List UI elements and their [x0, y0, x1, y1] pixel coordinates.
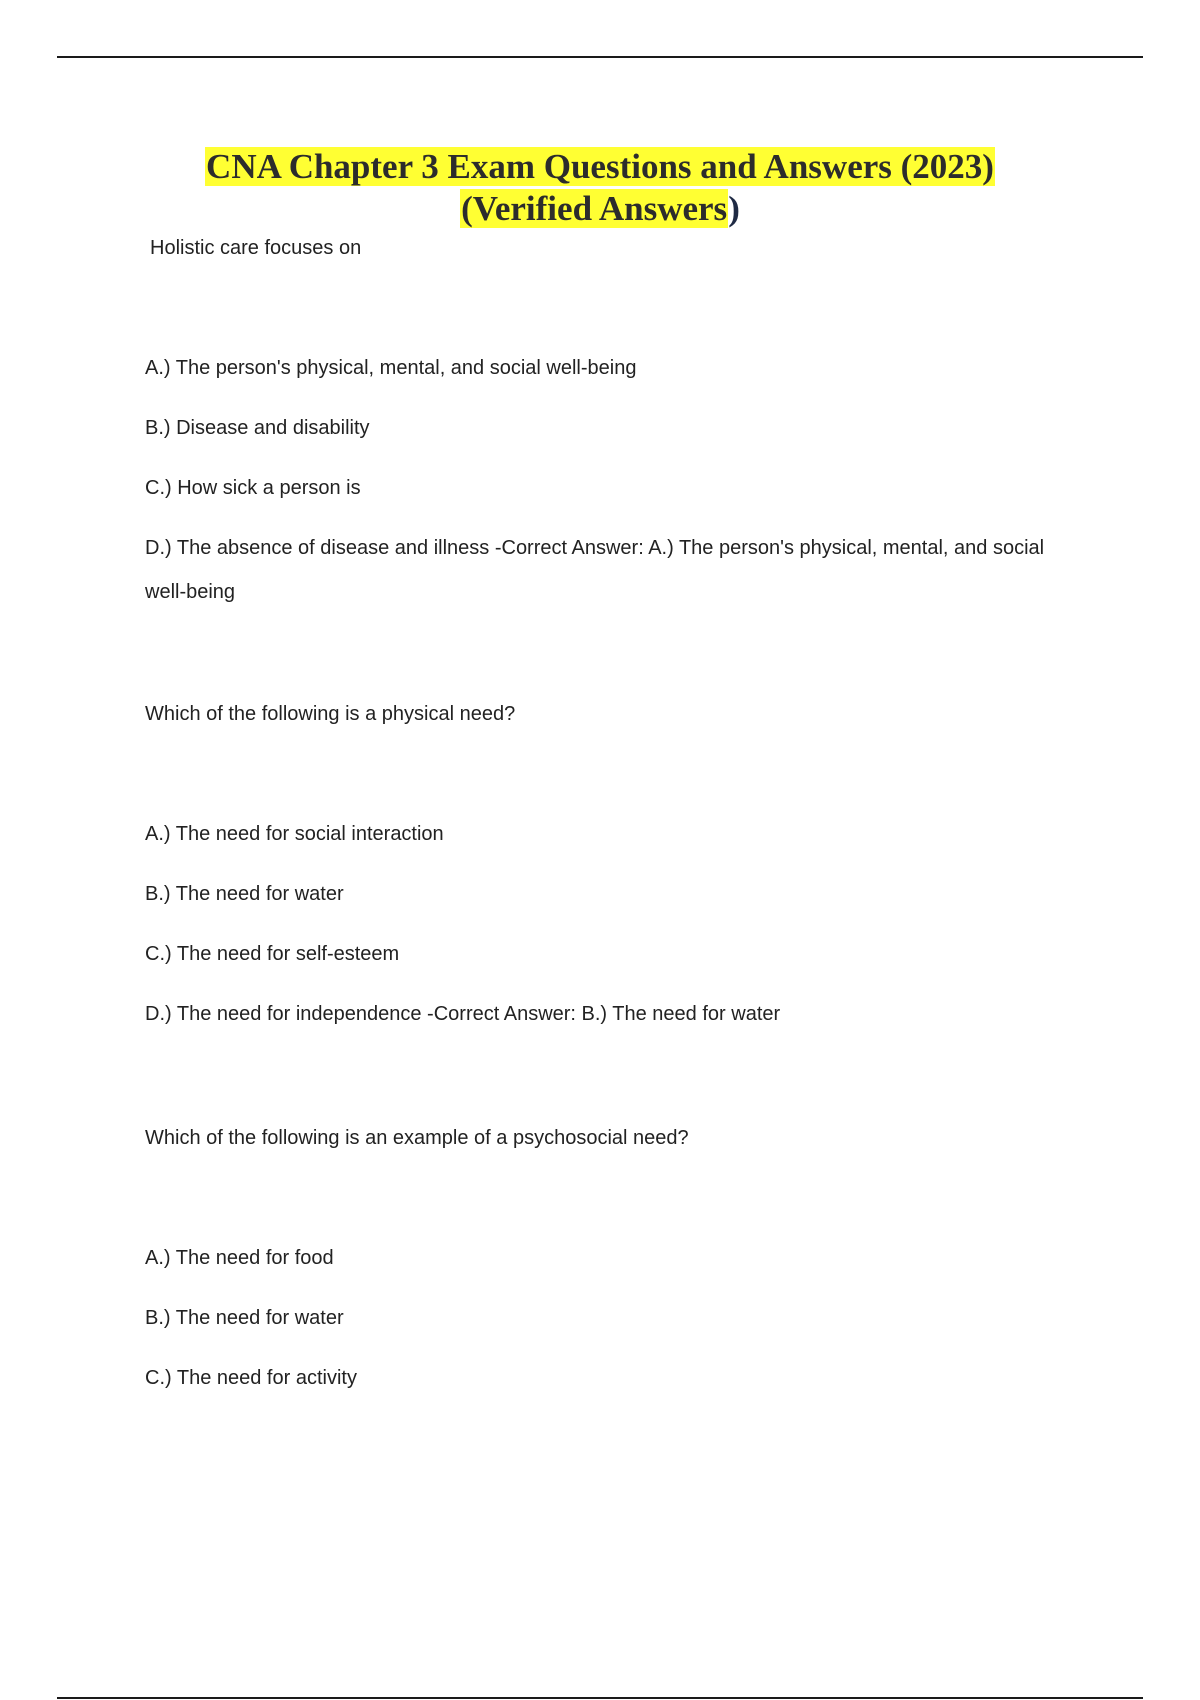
question-2-option-a: A.) The need for social interaction [145, 823, 444, 845]
question-2: Which of the following is a physical need? [145, 703, 516, 725]
title-line-2-highlighted: (Verified Answers [461, 189, 728, 228]
question-1-option-d-answer: D.) The absence of disease and illness -Correct Answer: A.) The person's physical, mental, and social well-being [145, 537, 1045, 603]
question-3-option-b: B.) The need for water [145, 1307, 344, 1329]
title-line-2-tail: ) [728, 189, 740, 228]
question-3-option-a: A.) The need for food [145, 1247, 334, 1269]
question-2-option-c: C.) The need for self-esteem [145, 943, 400, 965]
question-1-option-b: B.) Disease and disability [145, 417, 370, 439]
question-2-option-d-answer: D.) The need for independence -Correct Answer: B.) The need for water [145, 1003, 781, 1025]
page-title [0, 146, 1200, 230]
question-2-option-b: B.) The need for water [145, 883, 344, 905]
title-line-2 [0, 188, 1200, 230]
question-3-option-c: C.) The need for activity [145, 1367, 357, 1389]
question-1: Holistic care focuses on [150, 237, 362, 259]
question-3: Which of the following is an example of a psychosocial need? [145, 1127, 689, 1149]
bottom-rule [57, 1697, 1143, 1699]
title-line-1 [0, 146, 1200, 188]
question-1-option-a: A.) The person's physical, mental, and social well-being [145, 357, 637, 379]
title-line-1-text: CNA Chapter 3 Exam Questions and Answers (2023) [206, 147, 994, 186]
top-rule [57, 56, 1143, 58]
question-1-option-c: C.) How sick a person is [145, 477, 361, 499]
